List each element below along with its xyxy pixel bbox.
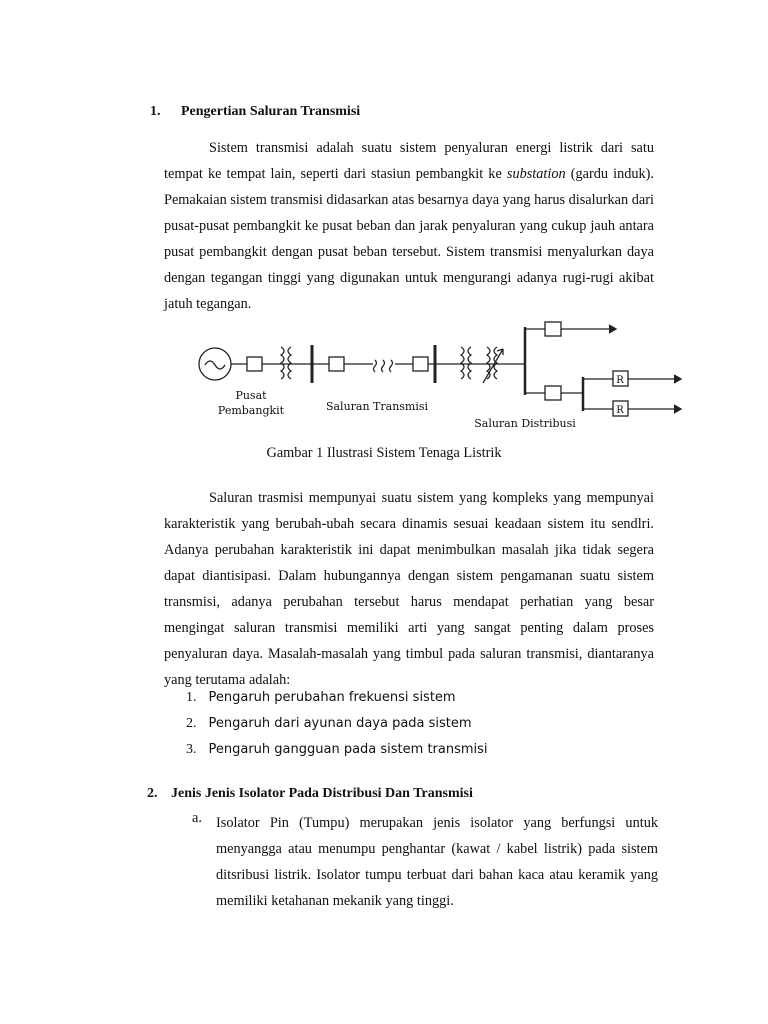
list-item-number: 1. [186,690,197,705]
load-label: R [616,405,624,416]
section-2-title: Jenis Jenis Isolator Pada Distribusi Dan Transmisi [171,786,473,801]
paragraph-1-part-a: Sistem transmisi adalah suatu sistem penyaluran energi listrik dari satu tempat ke tempat lain, seperti dari stasiun pembangkit ke [164,140,654,182]
arrow-right-icon [609,325,616,333]
label-saluran-distribusi: Saluran Distribusi [474,417,576,430]
list-item-text: Pengaruh dari ayunan daya pada sistem [208,716,472,731]
label-saluran-transmisi: Saluran Transmisi [325,400,429,413]
breaker-box [545,322,561,336]
breaker-box [329,357,344,371]
paragraph-2-text: Saluran trasmisi mempunyai suatu sistem yang kompleks yang mempunyai karakteristik yang berubah-ubah secara dinamis sesuai keadaan sistem itu sendlri. Adanya perubahan karakteristik ini dapat menimbulkan masalah jika tidak segera dapat diantisipasi. Dalam hubungannya dengan sistem pengamanan suatu sistem transmisi, adanya perubahan tersebut harus mendapat perhatian yang besar mengingat saluran transmisi memiliki arti yang sangat penting dalam proses penyaluran daya. Masalah-masalah yang timbul pada saluran transmisi, diantaranya yang terutama adalah: [164,490,654,688]
arrow-right-icon [674,405,681,413]
problem-list [186,688,488,766]
power-system-diagram [185,305,685,435]
item-a-text: Isolator Pin (Tumpu) merupakan jenis isolator yang berfungsi untuk menyangga atau menumpu penghantar (kawat / kabel listrik) pada sistem ditsribusi listrik. Isolator tumpu terbuat dari bahan kaca atau keramik yang memiliki ketahanan mekanik yang tinggi. [216,815,658,909]
list-item-text: Pengaruh perubahan frekuensi sistem [208,690,456,705]
paragraph-1-part-b: (gardu induk). Pemakaian sistem transmisi didasarkan atas besarnya daya yang harus disalurkan dari pusat-pusat pembangkit ke pusat beban dan jarak penyaluran yang cukup jauh antara pusat pembangkit dengan pusat beban tersebut. Sistem transmisi menyalurkan daya dengan tegangan tinggi yang digunakan untuk mengurangi adanya rugi-rugi akibat jatuh tegangan. [164,166,654,312]
label-pembangkit: Pembangkit [217,404,285,417]
paragraph-2 [164,485,654,693]
section-1-title: Pengertian Saluran Transmisi [181,104,361,119]
list-item [186,688,488,714]
transformer-icon [281,347,291,379]
section-1-number: 1. [150,104,161,119]
figure-caption: Gambar 1 Ilustrasi Sistem Tenaga Listrik [266,445,502,461]
breaker-box [247,357,262,371]
paragraph-1-emphasis: substation [506,166,566,182]
list-item-number: 3. [186,742,197,757]
sine-wave-icon [205,361,225,369]
arrow-right-icon [674,375,681,383]
load-label: R [616,375,624,386]
list-item-number: 2. [186,716,197,731]
section-2-number: 2. [147,786,158,801]
breaker-box [545,386,561,400]
item-a-label: a. [192,810,202,826]
list-item [186,740,488,766]
paragraph-1 [164,135,654,317]
breaker-box [413,357,428,371]
transformer-icon [461,347,471,379]
label-pusat: Pusat [235,389,267,402]
list-item-text: Pengaruh gangguan pada sistem transmisi [208,742,488,757]
tap-transformer-icon [483,347,503,383]
list-item [186,714,488,740]
